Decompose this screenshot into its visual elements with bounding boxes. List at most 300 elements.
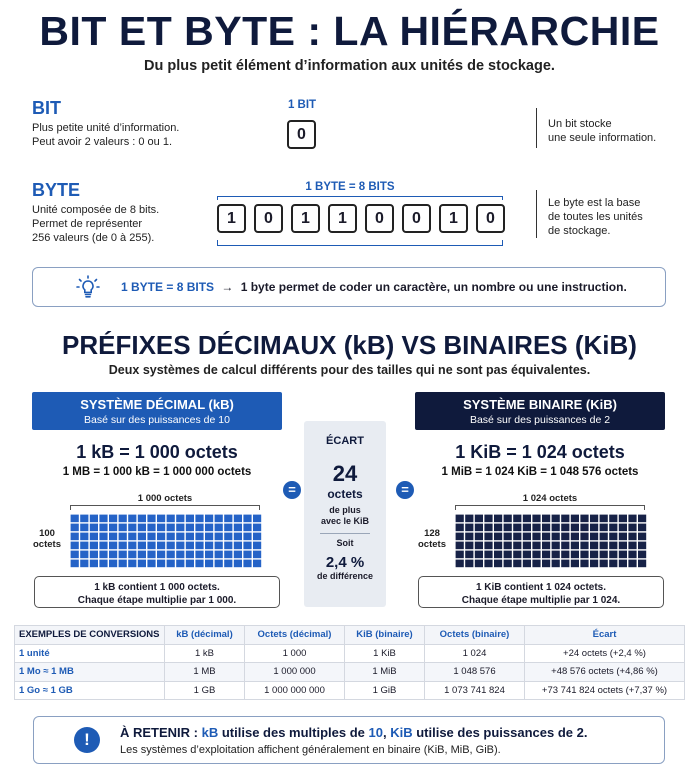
decimal-byte-grid [70,514,262,568]
byte-cell [205,533,213,541]
byte-cell [157,515,165,523]
table-cell: 1 000 000 000 [245,681,345,700]
table-cell: 1 kB [165,644,245,663]
prefix-subtitle: Deux systèmes de calcul différents pour des tailles qui ne sont pas équivalentes. [108,363,591,377]
byte-cell [253,524,261,532]
byte-cell [195,515,203,523]
byte-cell [224,524,232,532]
byte-cell [176,533,184,541]
byte-cell [253,542,261,550]
byte-cell [484,533,492,541]
decimal-equation: 1 kB = 1 000 octets [76,442,238,462]
divider [536,190,537,238]
byte-cell [494,542,502,550]
byte-cell [167,533,175,541]
byte-cell [600,542,608,550]
exclamation-icon: ! [74,727,100,753]
byte-cell [504,533,512,541]
byte-cell [619,551,627,559]
byte-cell [475,515,483,523]
byte-cell [205,560,213,568]
byte-bit-box: 1 [291,204,320,233]
page-title: BIT ET BYTE : LA HIÉRARCHIE [39,8,660,54]
byte-cell [484,551,492,559]
byte-cell [186,551,194,559]
byte-cell [167,515,175,523]
byte-cell [253,533,261,541]
bit-caption: 1 BIT [287,99,317,111]
byte-bit-box: 0 [254,204,283,233]
equals-icon: = [396,481,414,499]
byte-cell [475,533,483,541]
byte-cell [456,515,464,523]
byte-cell [552,542,560,550]
byte-cell [243,551,251,559]
byte-cell [494,524,502,532]
byte-cell [465,551,473,559]
byte-cell [542,560,550,568]
byte-cell [186,533,194,541]
byte-cell [224,542,232,550]
byte-cell [215,524,223,532]
byte-cell [99,533,107,541]
byte-cell [157,533,165,541]
byte-cell [542,524,550,532]
byte-cell [157,560,165,568]
byte-cell [128,542,136,550]
bit-note: Un bit stocke une seule information. [548,118,657,144]
byte-cell [80,524,88,532]
byte-cell [80,533,88,541]
table-header: Octets (décimal) [245,626,345,645]
byte-cell [590,560,598,568]
binary-grid-bracket [455,505,645,510]
byte-description: Unité composée de 8 bits. Permet de représenter 256 valeurs (de 0 à 255). [32,204,160,244]
retain-box [33,716,665,764]
byte-cell [186,515,194,523]
table-cell: 1 024 [425,644,525,663]
table-cell: 1 Mo ≈ 1 MB [15,663,165,682]
byte-cell [109,524,117,532]
byte-cell [71,542,79,550]
byte-cell [243,515,251,523]
byte-cell [542,542,550,550]
byte-cell [619,533,627,541]
retain-line1: À RETENIR : kB utilise des multiples de 10, KiB utilise des puissances de 2. [120,725,588,740]
byte-cell [542,551,550,559]
byte-cell [590,533,598,541]
byte-cell [147,524,155,532]
binary-grid-side-label: 128 octets [418,528,446,550]
byte-cell [147,542,155,550]
byte-cell [119,515,127,523]
byte-cell [128,533,136,541]
table-header: kB (décimal) [165,626,245,645]
byte-cell [513,551,521,559]
byte-cell [609,524,617,532]
byte-cell [167,524,175,532]
byte-cell [542,515,550,523]
byte-cell [99,515,107,523]
byte-cell [215,515,223,523]
byte-cell [484,524,492,532]
byte-cell [638,560,646,568]
byte-cell [580,560,588,568]
byte-cell [561,524,569,532]
byte-cell [119,542,127,550]
byte-cell [638,542,646,550]
table-cell: 1 MB [165,663,245,682]
ecart-percent-desc: de différence [316,571,374,581]
byte-cell [71,560,79,568]
byte-cell [465,560,473,568]
ecart-divider [320,533,370,534]
byte-cell [628,515,636,523]
byte-cell [234,533,242,541]
byte-cell [465,533,473,541]
byte-cell [243,533,251,541]
byte-cell [504,524,512,532]
byte-cell [205,551,213,559]
table-header: EXEMPLES DE CONVERSIONS [15,626,165,645]
byte-bracket-bottom [217,240,503,246]
byte-cell [609,551,617,559]
byte-cell [609,542,617,550]
byte-cell [243,524,251,532]
byte-cell [523,533,531,541]
byte-cell [571,533,579,541]
byte-bracket-top [217,196,503,200]
decimal-caption: 1 kB contient 1 000 octets. Chaque étape multiplie par 1 000. [34,576,280,608]
lightbulb-icon [75,275,101,301]
byte-cell [224,533,232,541]
decimal-grid-bracket [70,505,260,510]
byte-cell [186,542,194,550]
byte-cell [128,515,136,523]
byte-cell [90,515,98,523]
byte-bit-box: 1 [217,204,246,233]
ecart-number: 24 [332,461,358,486]
byte-cell [628,542,636,550]
byte-cell [90,560,98,568]
byte-cell [638,533,646,541]
byte-cell [475,560,483,568]
decimal-header: SYSTÈME DÉCIMAL (kB) Basé sur des puissances de 10 [32,392,282,430]
byte-cell [195,533,203,541]
bit-description: Plus petite unité d’information. Peut avoir 2 valeurs : 0 ou 1. [32,122,180,148]
divider [536,108,537,148]
byte-cell [138,533,146,541]
byte-cell [532,524,540,532]
byte-cell [90,551,98,559]
bit-label: BIT [32,98,61,118]
byte-cell [590,551,598,559]
byte-cell [90,524,98,532]
byte-cell [138,515,146,523]
byte-cell [176,542,184,550]
byte-cell [167,560,175,568]
byte-cell [99,560,107,568]
byte-cell [504,542,512,550]
byte-cell [215,542,223,550]
byte-cell [590,515,598,523]
byte-cell [234,542,242,550]
byte-bit-box: 0 [365,204,394,233]
byte-cell [484,515,492,523]
byte-cell [109,542,117,550]
byte-cell [513,542,521,550]
byte-cell [513,524,521,532]
byte-cell [90,542,98,550]
byte-cell [205,515,213,523]
byte-cell [552,533,560,541]
binary-byte-grid [455,514,647,568]
byte-cell [590,542,598,550]
byte-cell [494,515,502,523]
byte-cell [176,551,184,559]
byte-cell [532,515,540,523]
byte-cell [205,524,213,532]
byte-cell [186,560,194,568]
binary-subequation: 1 MiB = 1 024 KiB = 1 048 576 octets [441,466,639,478]
byte-cell [176,524,184,532]
byte-cell [128,551,136,559]
byte-cell [109,515,117,523]
byte-cell [504,551,512,559]
ecart-panel [304,421,386,607]
byte-cell [157,551,165,559]
byte-cell [195,560,203,568]
byte-cell [80,551,88,559]
byte-bit-box: 0 [476,204,505,233]
byte-cell [609,560,617,568]
byte-cell [71,551,79,559]
byte-cell [571,524,579,532]
byte-cell [138,542,146,550]
byte-cell [167,551,175,559]
byte-cell [71,524,79,532]
bit-box: 0 [287,120,316,149]
byte-cell [475,551,483,559]
byte-cell [580,524,588,532]
retain-line2: Les systèmes d’exploitation affichent généralement en binaire (KiB, MiB, GiB). [120,744,501,756]
byte-cell [600,515,608,523]
table-cell: 1 000 [245,644,345,663]
table-header: Écart [525,626,685,645]
byte-cell [571,542,579,550]
byte-cell [176,515,184,523]
binary-grid-label: 1 024 octets [522,493,578,504]
byte-cell [195,542,203,550]
byte-cell [71,533,79,541]
byte-cell [147,551,155,559]
byte-label: BYTE [32,180,81,200]
byte-cell [456,542,464,550]
byte-cell [138,551,146,559]
byte-cell [619,515,627,523]
byte-cell [147,515,155,523]
byte-cell [456,533,464,541]
table-cell: +24 octets (+2,4 %) [525,644,685,663]
byte-cell [147,560,155,568]
byte-cell [475,524,483,532]
byte-cell [119,551,127,559]
byte-cell [523,551,531,559]
ecart-soit: Soit [336,538,354,548]
table-cell: 1 MiB [345,663,425,682]
byte-cell [523,560,531,568]
byte-cell [513,533,521,541]
byte-cell [628,551,636,559]
byte-cell [580,551,588,559]
page-subtitle: Du plus petit élément d’information aux unités de stockage. [144,58,555,74]
byte-cell [99,542,107,550]
byte-cell [234,560,242,568]
byte-cell [157,524,165,532]
byte-cell [215,551,223,559]
table-header: KiB (binaire) [345,626,425,645]
table-cell: 1 GB [165,681,245,700]
byte-cell [71,515,79,523]
byte-cell [99,551,107,559]
byte-cell [628,524,636,532]
byte-cell [590,524,598,532]
byte-cell [532,560,540,568]
table-cell: +73 741 824 octets (+7,37 %) [525,681,685,700]
byte-cell [523,542,531,550]
table-cell: 1 GiB [345,681,425,700]
byte-cell [90,533,98,541]
byte-cell [176,560,184,568]
byte-cell [186,524,194,532]
byte-cell [119,524,127,532]
ecart-title: ÉCART [326,435,364,447]
byte-cell [561,542,569,550]
byte-cell [494,560,502,568]
table-cell: 1 048 576 [425,663,525,682]
byte-cell [253,515,261,523]
byte-cell [580,542,588,550]
decimal-subequation: 1 MB = 1 000 kB = 1 000 000 octets [62,466,252,478]
byte-bit-box: 1 [328,204,357,233]
table-cell: 1 073 741 824 [425,681,525,700]
byte-caption: 1 BYTE = 8 BITS [305,181,395,193]
byte-cell [195,524,203,532]
byte-cell [619,542,627,550]
byte-cell [494,551,502,559]
info-text: 1 BYTE = 8 BITS → 1 byte permet de coder un caractère, un nombre ou une instruction. [121,280,627,294]
byte-cell [119,533,127,541]
byte-cell [195,551,203,559]
byte-cell [638,524,646,532]
decimal-grid-side-label: 100 octets [33,528,61,550]
byte-cell [465,542,473,550]
byte-cell [224,551,232,559]
byte-cell [571,515,579,523]
byte-cell [128,524,136,532]
byte-note: Le byte est la base de toutes les unités de stockage. [548,197,643,237]
table-cell: 1 unité [15,644,165,663]
byte-cell [253,560,261,568]
byte-cell [215,560,223,568]
byte-cell [542,533,550,541]
table-row [15,681,685,700]
byte-cell [138,524,146,532]
byte-cell [600,551,608,559]
binary-equation: 1 KiB = 1 024 octets [455,442,625,462]
byte-cell [80,542,88,550]
equals-icon: = [283,481,301,499]
byte-cell [523,524,531,532]
table-cell: 1 Go ≈ 1 GB [15,681,165,700]
byte-cell [580,533,588,541]
decimal-grid-label: 1 000 octets [137,493,193,504]
byte-cell [484,560,492,568]
byte-cell [571,560,579,568]
byte-cell [128,560,136,568]
byte-cell [513,560,521,568]
byte-cell [243,542,251,550]
byte-cell [571,551,579,559]
table-header-row [15,626,685,645]
byte-cell [215,533,223,541]
byte-cell [456,560,464,568]
byte-cell [253,551,261,559]
byte-cell [513,515,521,523]
byte-cell [119,560,127,568]
byte-cell [523,515,531,523]
byte-cell [561,533,569,541]
byte-cell [552,524,560,532]
byte-cell [609,515,617,523]
byte-cell [456,524,464,532]
byte-cell [234,524,242,532]
byte-cell [561,560,569,568]
table-row [15,644,685,663]
ecart-unit: octets [327,487,363,501]
byte-cell [109,551,117,559]
byte-cell [109,533,117,541]
byte-cell [224,515,232,523]
table-row [15,663,685,682]
byte-cell [628,533,636,541]
byte-cell [234,551,242,559]
byte-cell [580,515,588,523]
byte-bit-box: 1 [439,204,468,233]
byte-cell [138,560,146,568]
byte-cell [600,560,608,568]
prefix-title: PRÉFIXES DÉCIMAUX (kB) VS BINAIRES (KiB) [62,330,637,360]
byte-cell [234,515,242,523]
byte-cell [157,542,165,550]
byte-cell [475,542,483,550]
byte-cell [532,551,540,559]
byte-cell [484,542,492,550]
byte-cell [465,515,473,523]
byte-cell [552,560,560,568]
binary-header: SYSTÈME BINAIRE (KiB) Basé sur des puissances de 2 [415,392,665,430]
table-cell: 1 KiB [345,644,425,663]
byte-cell [561,551,569,559]
byte-cell [619,524,627,532]
ecart-percent: 2,4 % [325,554,365,571]
byte-cell [552,551,560,559]
byte-cell [147,533,155,541]
byte-cell [80,515,88,523]
byte-cell [609,533,617,541]
info-bar [32,267,666,307]
table-cell: +48 576 octets (+4,86 %) [525,663,685,682]
